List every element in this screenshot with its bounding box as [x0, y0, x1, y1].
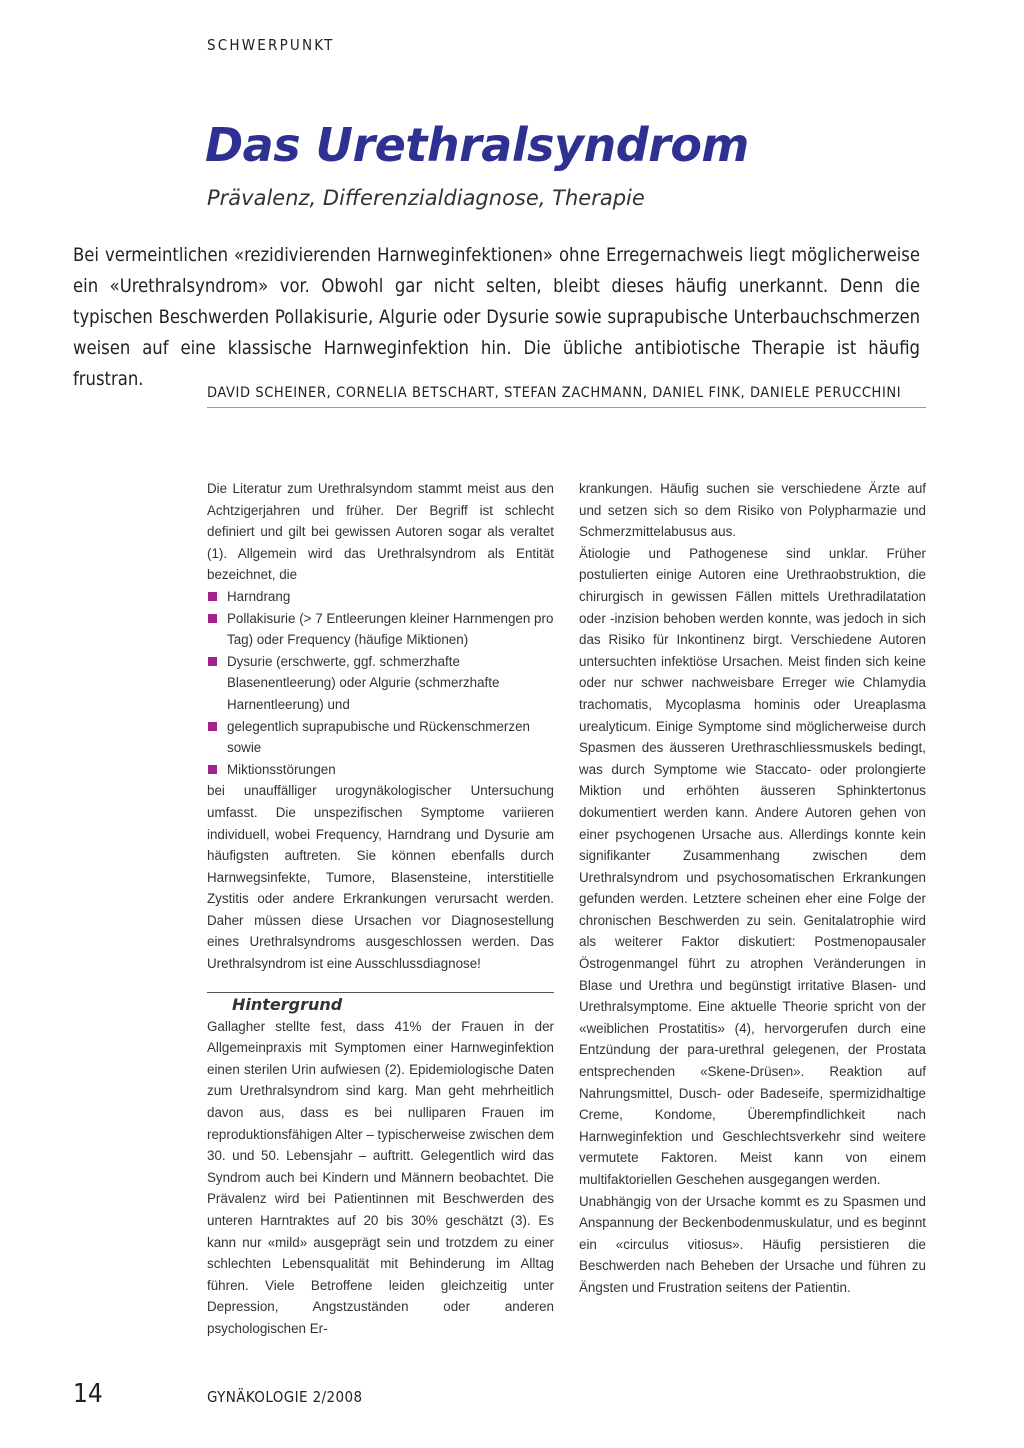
page-number: 14: [73, 1379, 103, 1409]
lead-paragraph: Bei vermeintlichen «rezidivierenden Harnweginfektionen» ohne Erregernachweis liegt möglicherweise ein «Urethralsyndrom» vor. Obwohl gar nicht selten, bleibt dieses häufig unerkannt. Denn die typischen Beschwerden Pollakisurie, Algurie oder Dysurie sowie suprapubische Unterbauchschmerzen weisen auf eine klassische Harnweginfektion hin. Die übliche antibiotische Therapie ist häufig frustran.: [73, 245, 920, 390]
right-column: [579, 478, 926, 1299]
article-subtitle: Prävalenz, Differenzialdiagnose, Therapie: [207, 186, 645, 210]
journal-footer: GYNÄKOLOGIE 2/2008: [207, 1388, 363, 1406]
bullet-square-icon: [208, 657, 217, 666]
left-column: [207, 478, 554, 1340]
section-label: SCHWERPUNKT: [207, 36, 335, 54]
body-paragraph: Gallagher stellte fest, dass 41% der Frauen in der Allgemeinpraxis mit Symptomen einer Harnweginfektion einen sterilen Urin aufwiesen (2). Epidemiologische Daten zum Urethralsyndrom sind karg. Man geht mehrheitlich davon aus, dass es bei nulliparen Frauen im reproduktionsfähigen Alter – typischerweise zwischen dem 30. und 50. Lebensjahr – auftritt. Gelegentlich wird das Syndrom auch bei Kindern und Männern beobachtet. Die Prävalenz wird bei Patientinnen mit Beschwerden des unteren Harntraktes auf 20 bis 30% geschätzt (3). Es kann nur «mild» ausgeprägt sein und trotzdem zu einer schlechten Lebensqualität mit Behinderung im Alltag führen. Viele Betroffene leiden gleichzeitig unter Depression, Angstzuständen oder anderen psychologischen Er-: [207, 1018, 554, 1336]
list-item-text: Pollakisurie (> 7 Entleerungen kleiner Harnmengen pro Tag) oder Frequency (häufige Miktionen): [227, 610, 554, 648]
bullet-square-icon: [208, 592, 217, 601]
list-item: [207, 759, 554, 781]
list-item: [207, 608, 554, 651]
body-paragraph: Unabhängig von der Ursache kommt es zu Spasmen und Anspannung der Beckenbodenmuskulatur, und es beginnt ein «circulus vitiosus». Häufig persistieren die Beschwerden nach Beheben der Ursache und führen zu Ängsten und Frustration seitens der Patientin.: [579, 1193, 926, 1295]
symptom-list: [207, 586, 554, 780]
section-heading: Hintergrund: [232, 994, 343, 1014]
list-item-text: Harndrang: [227, 588, 291, 604]
article-title: Das Urethralsyndrom: [205, 118, 749, 172]
list-item-text: Miktionsstörungen: [227, 761, 336, 777]
body-paragraph: Ätiologie und Pathogenese sind unklar. Früher postulierten einige Autoren eine Urethraobstruktion, die chirurgisch in gewissen Fällen mittels Urethradilatation oder -inzision behoben werden konnte, was jedoch in sich das Risiko für Inkontinenz birgt. Verschiedene Autoren untersuchten infektiöse Ursachen. Meist finden sich keine oder nur schwer nachweisbare Erreger wie Chlamydia trachomatis, Mycoplasma hominis oder Ureaplasma urealyticum. Einige Symptome sind möglicherweise durch Spasmen des äusseren Urethraschliessmuskels bedingt, was durch Symptome wie Staccato- oder prolongierte Miktion und erhöhten äusseren Sphinktertonus dokumentiert werden kann. Andere Autoren gehen von einer psychogenen Ursache aus. Allerdings konnte kein signifikanter Zusammenhang zwischen dem Urethralsyndrom und psychosomatischen Erkrankungen gefunden werden. Letztere scheinen eher eine Folge der chronischen Beschwerden zu sein. Genitalatrophie wird als weiterer Faktor diskutiert: Postmenopausaler Östrogenmangel führt zu atrophen Veränderungen in Blase und Urethra und begünstigt irritative Blasen- und Urethralsymptome. Eine aktuelle Theorie spricht von der «weiblichen Prostatitis» (4), hervorgerufen durch eine Entzündung der para-urethral gelegenen, der Prostata entsprechenden «Skene-Drüsen». Reaktion auf Nahrungsmittel, Dusch- oder Badeseife, spermizidhaltige Creme, Kondome, Überempfindlichkeit nach Harnweginfektion und Geschlechtsverkehr sind weitere vermutete Faktoren. Meist kann von einem multifaktoriellen Geschehen ausgegangen werden.: [579, 545, 926, 1187]
list-item: [207, 651, 554, 716]
list-item: [207, 586, 554, 608]
list-item-text: gelegentlich suprapubische und Rückenschmerzen sowie: [227, 718, 530, 756]
bullet-square-icon: [208, 722, 217, 731]
section-divider: [207, 992, 554, 993]
list-item: [207, 716, 554, 759]
list-item-text: Dysurie (erschwerte, ggf. schmerzhafte Blasenentleerung) oder Algurie (schmerzhafte Harnentleerung) und: [227, 653, 500, 712]
bullet-square-icon: [208, 765, 217, 774]
author-line: DAVID SCHEINER, CORNELIA BETSCHART, STEFAN ZACHMANN, DANIEL FINK, DANIELE PERUCCHINI: [207, 385, 926, 408]
intro-paragraph: Die Literatur zum Urethralsyndom stammt meist aus den Achtzigerjahren und früher. Der Begriff ist schlecht definiert und gilt bei gewissen Autoren sogar als veraltet (1). Allgemein wird das Urethralsyndrom als Entität bezeichnet, die: [207, 481, 554, 583]
bullet-square-icon: [208, 614, 217, 623]
body-paragraph: krankungen. Häufig suchen sie verschiedene Ärzte auf und setzen sich so dem Risiko von Polypharmazie und Schmerzmittelabusus aus.: [579, 481, 926, 540]
body-paragraph: bei unauffälliger urogynäkologischer Untersuchung umfasst. Die unspezifischen Symptome variieren individuell, wobei Frequency, Harndrang und Dysurie am häufigsten auftreten. Sie können ebenfalls durch Harnwegsinfekte, Tumore, Blasensteine, interstitielle Zystitis oder andere Erkrankungen verursacht werden. Daher müssen diese Ursachen vor Diagnosestellung eines Urethralsyndroms ausgeschlossen werden. Das Urethralsyndrom ist eine Ausschlussdiagnose!: [207, 783, 554, 972]
